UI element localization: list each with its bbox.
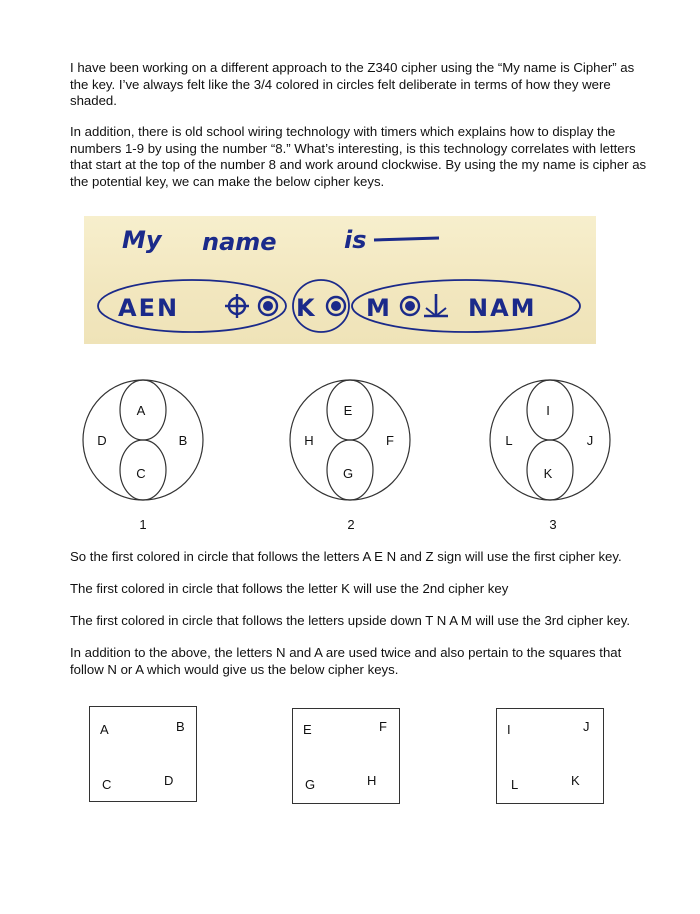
square-key-1: [89, 706, 197, 802]
square-letter: G: [305, 777, 316, 792]
square-letter: K: [571, 773, 580, 788]
clip-word-name: name: [202, 228, 277, 256]
circle-letter: C: [136, 466, 146, 481]
circle-letter: J: [586, 433, 594, 448]
square-key-3: [496, 708, 604, 804]
circle-letter: L: [505, 433, 513, 448]
square-letter: L: [511, 777, 519, 792]
square-letter: C: [102, 777, 112, 792]
circle-letter: B: [178, 433, 188, 448]
circle-key-number-3: 3: [549, 517, 557, 532]
squares-paragraph: In addition to the above, the letters N and A are used twice and also pertain to the squares that follow N or A which would give us the below cipher keys.: [70, 645, 622, 677]
intro-paragraph: I have been working on a different approach to the Z340 cipher using the “My name is Cipher” as the key. I’ve always felt like the 3/4 colored in circles felt deliberate in terms of how they were shaded.: [70, 60, 635, 108]
key1-paragraph: So the first colored in circle that follows the letters A E N and Z sign will use the first cipher key.: [70, 549, 622, 564]
square-letter: A: [100, 722, 109, 737]
circle-key-2: [290, 380, 410, 500]
clip-word-my: My: [122, 226, 162, 254]
circle-letter: F: [386, 433, 394, 448]
square-letter: E: [303, 722, 312, 737]
key2-paragraph: The first colored in circle that follows the letter K will use the 2nd cipher key: [70, 581, 509, 596]
circle-key-3: [490, 380, 610, 500]
square-letter: I: [507, 722, 511, 737]
clip-group3-m: M: [366, 294, 392, 322]
square-letter: F: [379, 719, 387, 734]
circle-key-number-1: 1: [139, 517, 147, 532]
key3-paragraph: The first colored in circle that follows the letters upside down T N A M will use the 3rd cipher key.: [70, 613, 630, 628]
square-letter: D: [164, 773, 174, 788]
circle-letter: E: [343, 403, 353, 418]
circle-letter: G: [342, 466, 354, 481]
clip-group1-letters: AEN: [118, 294, 180, 322]
wiring-paragraph: In addition, there is old school wiring technology with timers which explains how to display the numbers 1-9 by using the number “8.” What’s interesting, is this technology correlates with letters that start at the top of the number 8 and work around clockwise. By using the my name is cipher as the potential key, we can make the below cipher keys.: [70, 124, 647, 189]
square-letter: J: [583, 719, 590, 734]
circle-letter: A: [136, 403, 146, 418]
clip-group2-letter: K: [296, 294, 317, 322]
clip-word-is: is: [344, 226, 367, 254]
clip-group3-nam: NAM: [468, 294, 537, 322]
circle-key-number-2: 2: [347, 517, 355, 532]
inner-top-loop: [527, 380, 573, 440]
square-letter: H: [367, 773, 377, 788]
square-key-2: [292, 708, 400, 804]
circle-letter: K: [543, 466, 553, 481]
circle-letter: H: [304, 433, 314, 448]
circle-letter: D: [97, 433, 107, 448]
circle-key-1: [83, 380, 203, 500]
square-letter: B: [176, 719, 185, 734]
circle-letter: I: [546, 403, 550, 418]
